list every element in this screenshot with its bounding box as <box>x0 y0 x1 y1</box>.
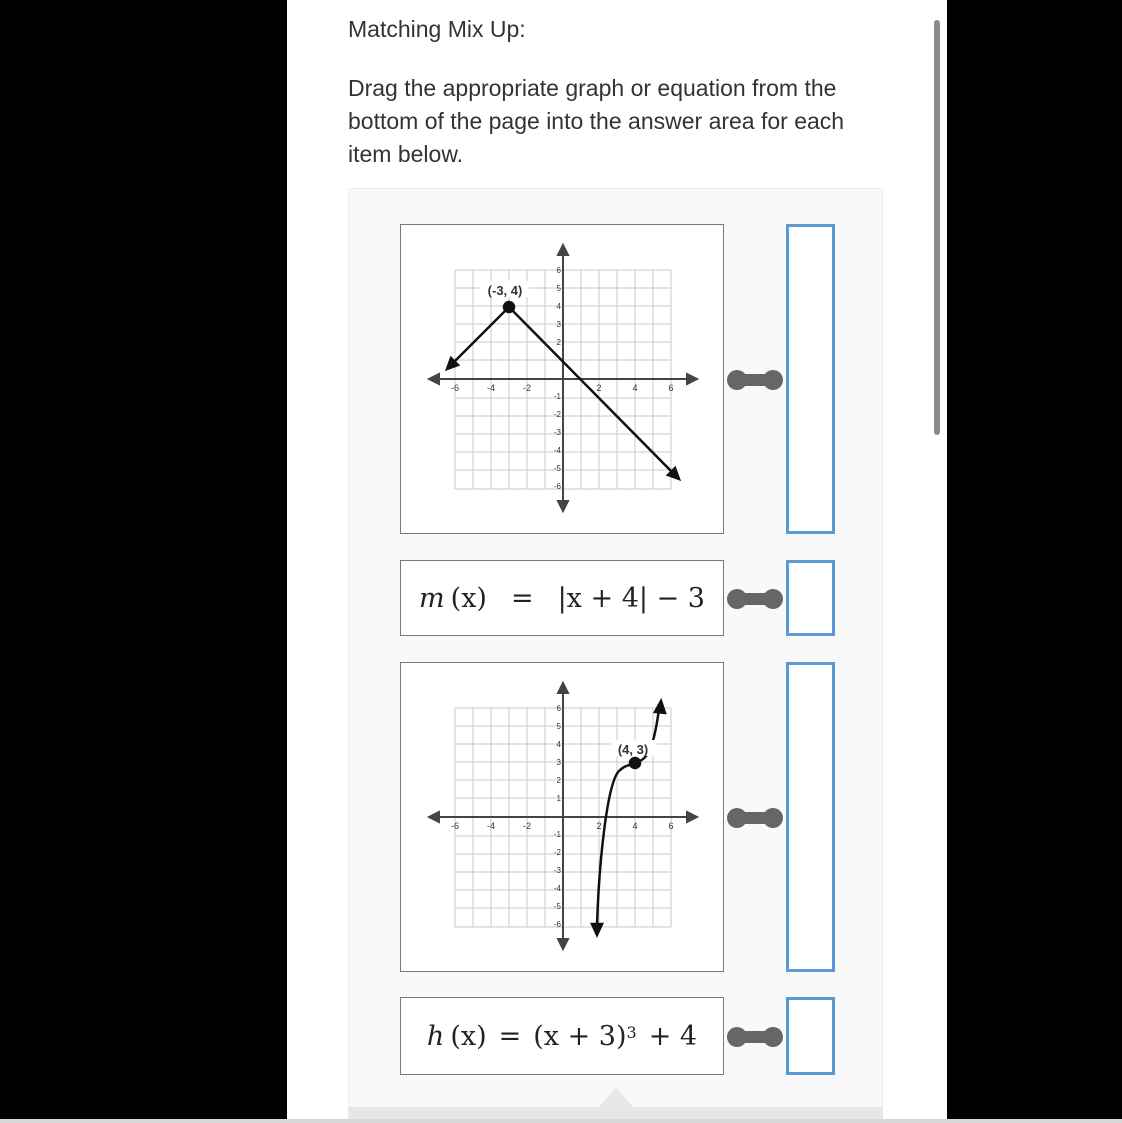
axes <box>429 245 697 511</box>
x-tick-label: -6 <box>450 383 460 393</box>
instructions-text: Drag the appropriate graph or equation from the bottom of the page into the answer area for each item below. <box>348 75 845 167</box>
y-tick-label: -2 <box>553 410 561 419</box>
y-tick-label: -6 <box>553 482 561 491</box>
x-tick-label: -2 <box>522 383 532 393</box>
vertex-label: (-3, 4) <box>487 283 523 298</box>
scrollbar[interactable] <box>934 20 940 435</box>
y-tick-label: -2 <box>553 848 561 857</box>
inflection-point <box>630 758 640 768</box>
graph-item-2[interactable] <box>400 662 724 972</box>
y-tick-label: -3 <box>553 428 561 437</box>
exponent: 3 <box>626 1022 637 1042</box>
equals-sign: = <box>498 1020 522 1052</box>
graph-item-1[interactable] <box>400 224 724 534</box>
x-tick-label: -6 <box>450 821 460 831</box>
equation-h <box>401 998 723 1074</box>
y-tick-label: -1 <box>553 392 561 401</box>
x-tick-label: 6 <box>668 383 674 393</box>
answer-dropzone-4[interactable] <box>786 997 835 1075</box>
x-tick-label: 4 <box>632 821 638 831</box>
y-tick-label: 3 <box>556 758 561 767</box>
y-tick-label: -1 <box>553 830 561 839</box>
equation-base: (x + 3) <box>533 1020 627 1052</box>
x-tick-label: 4 <box>632 383 638 393</box>
y-tick-label: 3 <box>556 320 561 329</box>
page-frame <box>287 0 947 1123</box>
y-tick-label: 5 <box>556 284 561 293</box>
y-tick-label: 2 <box>556 776 561 785</box>
page-title: Matching Mix Up: <box>348 16 526 42</box>
y-tick-label: 5 <box>556 722 561 731</box>
function-name: m <box>419 582 445 614</box>
y-tick-label: 6 <box>556 704 561 713</box>
y-tick-label: -6 <box>553 920 561 929</box>
equation-m <box>401 561 723 635</box>
y-tick-label: 4 <box>556 302 561 311</box>
equation-item-2[interactable] <box>400 997 724 1075</box>
equation-rhs: |x + 4| − 3 <box>557 582 705 614</box>
answer-bank-pointer <box>599 1088 633 1107</box>
y-tick-label: 4 <box>556 740 561 749</box>
connector-icon <box>726 369 784 391</box>
function-arg: (x) <box>450 582 487 614</box>
function-name: h <box>426 1020 445 1052</box>
x-tick-label: -2 <box>522 821 532 831</box>
y-tick-label: -3 <box>553 866 561 875</box>
y-tick-label: -4 <box>553 884 561 893</box>
equals-sign: = <box>510 582 534 614</box>
window-bottom-border <box>0 1119 1122 1123</box>
x-tick-label: 2 <box>596 821 602 831</box>
cubic-graph <box>401 663 725 973</box>
connector-icon <box>726 588 784 610</box>
equation-tail: + 4 <box>648 1020 698 1052</box>
y-tick-label: 6 <box>556 266 561 275</box>
answer-dropzone-2[interactable] <box>786 560 835 636</box>
y-tick-label: -4 <box>553 446 561 455</box>
function-arg: (x) <box>450 1020 487 1052</box>
y-tick-label: 1 <box>556 794 561 803</box>
equation-item-1[interactable] <box>400 560 724 636</box>
answer-dropzone-3[interactable] <box>786 662 835 972</box>
y-tick-label: -5 <box>553 464 561 473</box>
x-tick-label: 2 <box>596 383 602 393</box>
vertex-point <box>504 302 514 312</box>
x-tick-label: -4 <box>486 821 496 831</box>
x-tick-label: -4 <box>486 383 496 393</box>
connector-icon <box>726 807 784 829</box>
connector-icon <box>726 1026 784 1048</box>
answer-dropzone-1[interactable] <box>786 224 835 534</box>
y-tick-label: -5 <box>553 902 561 911</box>
y-tick-label: 2 <box>556 338 561 347</box>
inflection-label: (4, 3) <box>617 742 649 757</box>
x-tick-label: 6 <box>668 821 674 831</box>
absolute-value-graph <box>401 225 725 535</box>
